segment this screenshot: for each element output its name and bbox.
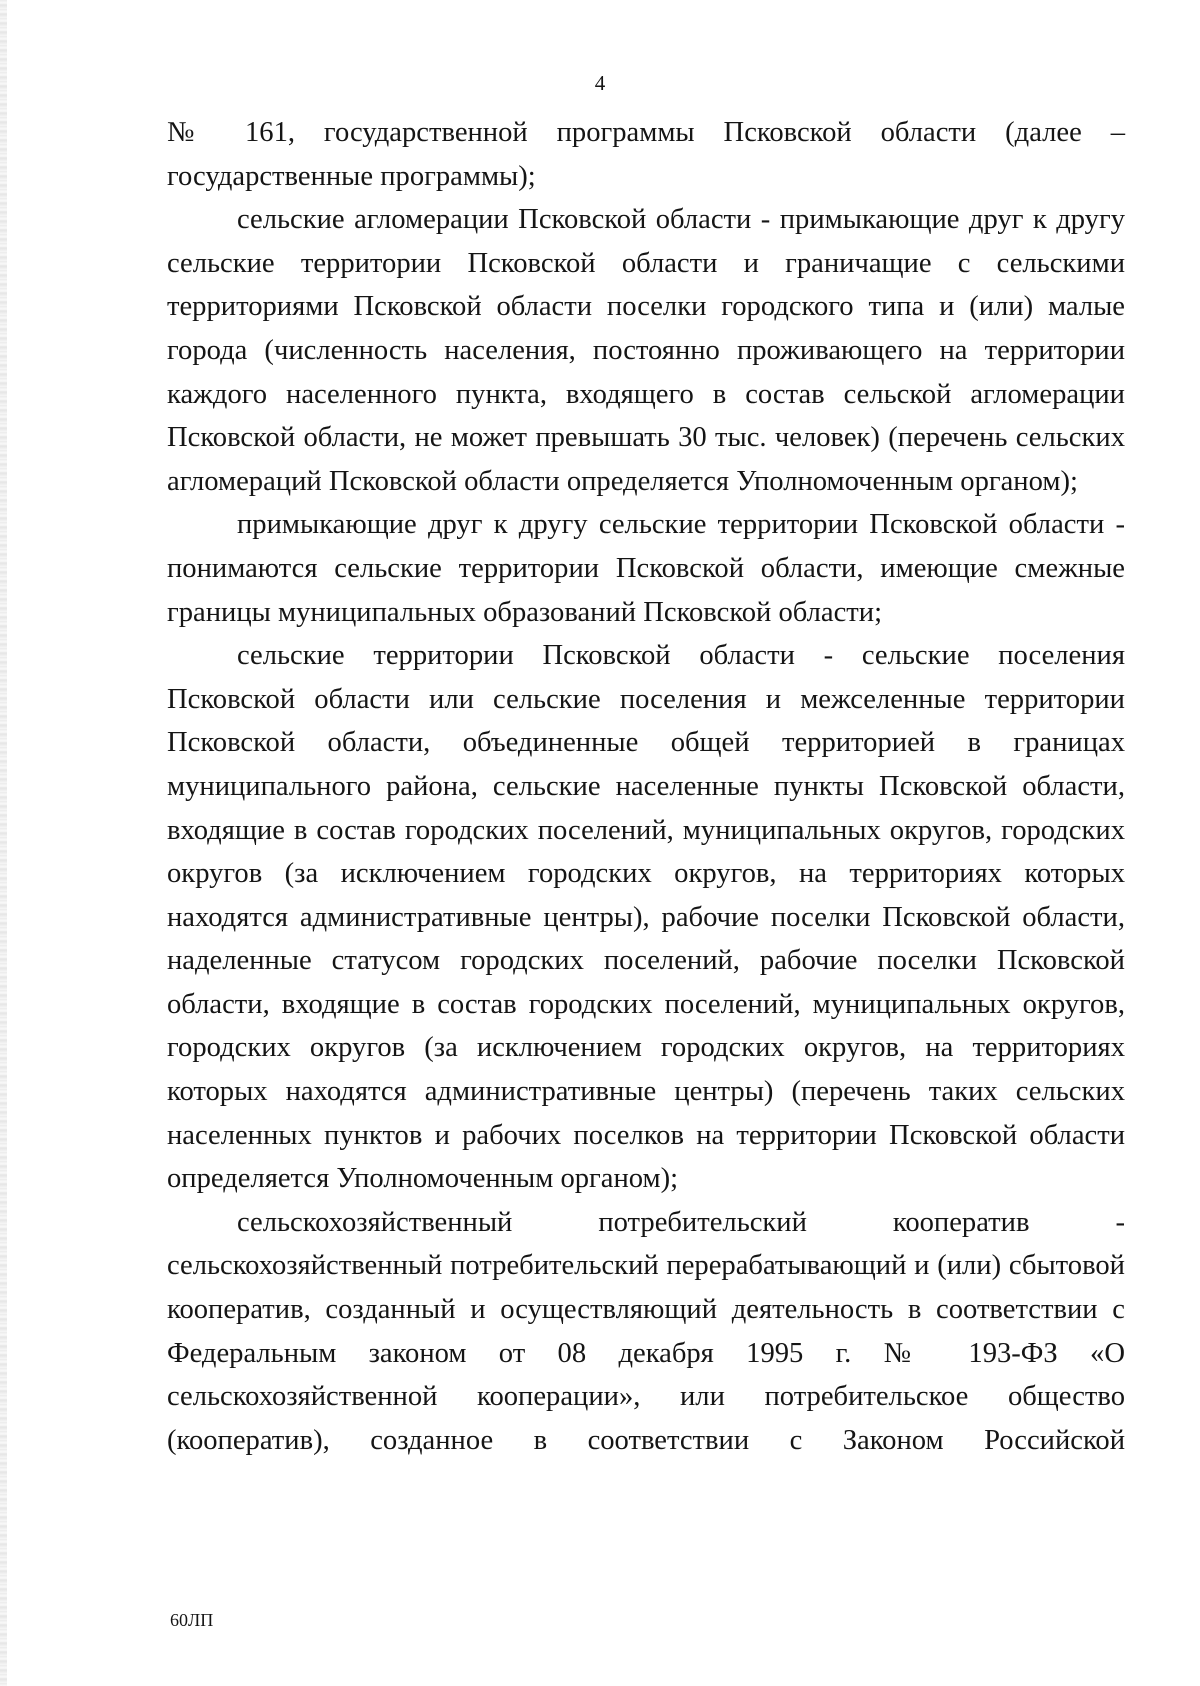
paragraph-rural-agglomerations: сельские агломерации Псковской области - примыкающие друг к другу сельские территории Псковской области и граничащие с сельскими территориями Псковской области поселки городского типа и (или) малые города (численность населения, постоянно проживающего на территории каждого населенного пункта, входящего в состав сельской агломерации Псковской области, не может превышать 30 тыс. человек) (перечень сельских агломераций Псковской области определяется Уполномоченным органом);	[167, 204, 1125, 497]
document-body	[167, 111, 1125, 1462]
paragraph-rural-territories: сельские территории Псковской области - сельские поселения Псковской области или сельские поселения и межселенные территории Псковской области, объединенные общей территорией в границах муниципального района, сельские населенные пункты Псковской области, входящие в состав городских поселений, муниципальных округов, городских округов (за исключением городских округов, на территориях которых находятся административные центры), рабочие поселки Псковской области, наделенные статусом городских поселений, рабочие поселки Псковской области, входящие в состав городских поселений, муниципальных округов, городских округов (за исключением городских округов, на территориях которых находятся административные центры) (перечень таких сельских населенных пунктов и рабочих поселков на территории Псковской области определяется Уполномоченным органом);	[167, 640, 1125, 1195]
page-number: 4	[594, 71, 606, 95]
scan-edge-artifact	[0, 0, 7, 1686]
paragraph-agricultural-cooperative: сельскохозяйственный потребительский кооператив - сельскохозяйственный потребительский перерабатывающий и (или) сбытовой кооператив, созданный и осуществляющий деятельность в соответствии с Федеральным законом от 08 декабря 1995 г. № 193-ФЗ «О сельскохозяйственной кооперации», или потребительское общество (кооператив), созданное в соответствии с Законом Российской	[167, 1206, 1125, 1456]
document-footer-code: 60ЛП	[170, 1610, 214, 1630]
paragraph-adjacent-rural-territories: примыкающие друг к другу сельские территории Псковской области - понимаются сельские территории Псковской области, имеющие смежные границы муниципальных образований Псковской области;	[167, 509, 1125, 628]
paragraph-state-programs: № 161, государственной программы Псковской области (далее – государственные программы);	[167, 117, 1125, 192]
